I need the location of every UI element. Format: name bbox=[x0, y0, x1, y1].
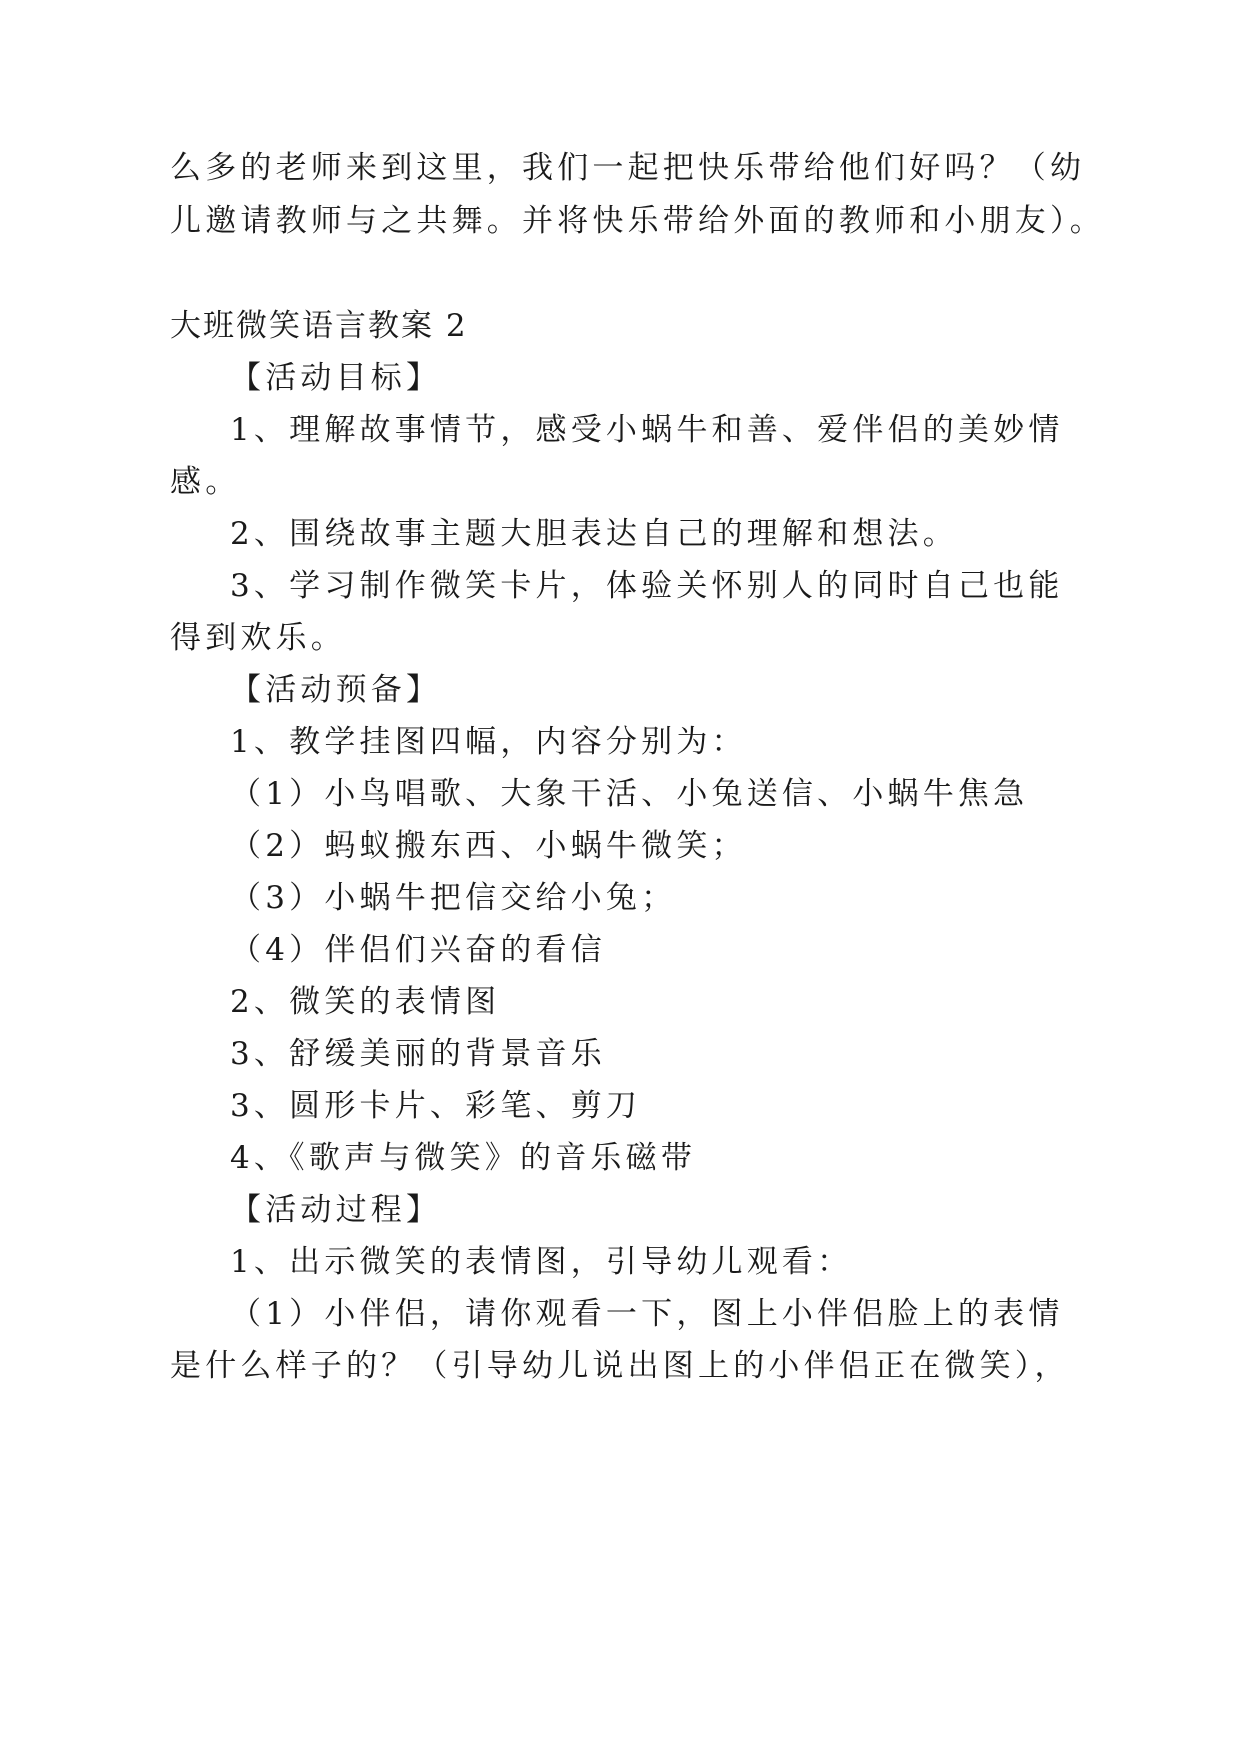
goal-line: 1、理解故事情节，感受小蜗牛和善、爱伴侣的美妙情 bbox=[230, 412, 1064, 448]
process-line: 是什么样子的？（引导幼儿说出图上的小伴侣正在微笑）， bbox=[170, 1348, 1070, 1384]
prep-line: （1）小鸟唱歌、大象干活、小兔送信、小蜗牛焦急 bbox=[230, 776, 1029, 812]
prep-line: 2、微笑的表情图 bbox=[230, 984, 501, 1020]
prep-line: （4）伴侣们兴奋的看信 bbox=[230, 932, 606, 968]
process-line: 1、出示微笑的表情图，引导幼儿观看： bbox=[230, 1244, 853, 1280]
goal-line: 得到欢乐。 bbox=[170, 620, 346, 656]
process-heading: 【活动过程】 bbox=[230, 1192, 442, 1228]
process-line: （1）小伴侣，请你观看一下，图上小伴侣脸上的表情 bbox=[230, 1296, 1064, 1332]
goal-line: 感。 bbox=[170, 464, 241, 500]
prep-heading: 【活动预备】 bbox=[230, 672, 442, 708]
goals-heading: 【活动目标】 bbox=[230, 360, 442, 396]
prep-line: 4、《歌声与微笑》的音乐磁带 bbox=[230, 1140, 697, 1176]
section-title: 大班微笑语言教案 2 bbox=[170, 308, 468, 344]
prep-line: （3）小蜗牛把信交给小兔； bbox=[230, 880, 677, 916]
goal-line: 2、围绕故事主题大胆表达自己的理解和想法。 bbox=[230, 516, 958, 552]
prep-line: 3、舒缓美丽的背景音乐 bbox=[230, 1036, 606, 1072]
paragraph-line: 儿邀请教师与之共舞。并将快乐带给外面的教师和小朋友）。 bbox=[170, 203, 1105, 239]
goal-line: 3、学习制作微笑卡片，体验关怀别人的同时自己也能 bbox=[230, 568, 1064, 604]
paragraph-line: 么多的老师来到这里，我们一起把快乐带给他们好吗？（幼 bbox=[170, 150, 1086, 186]
prep-line: 1、教学挂图四幅，内容分别为： bbox=[230, 724, 747, 760]
prep-line: 3、圆形卡片、彩笔、剪刀 bbox=[230, 1088, 642, 1124]
prep-line: （2）蚂蚁搬东西、小蜗牛微笑； bbox=[230, 828, 747, 864]
